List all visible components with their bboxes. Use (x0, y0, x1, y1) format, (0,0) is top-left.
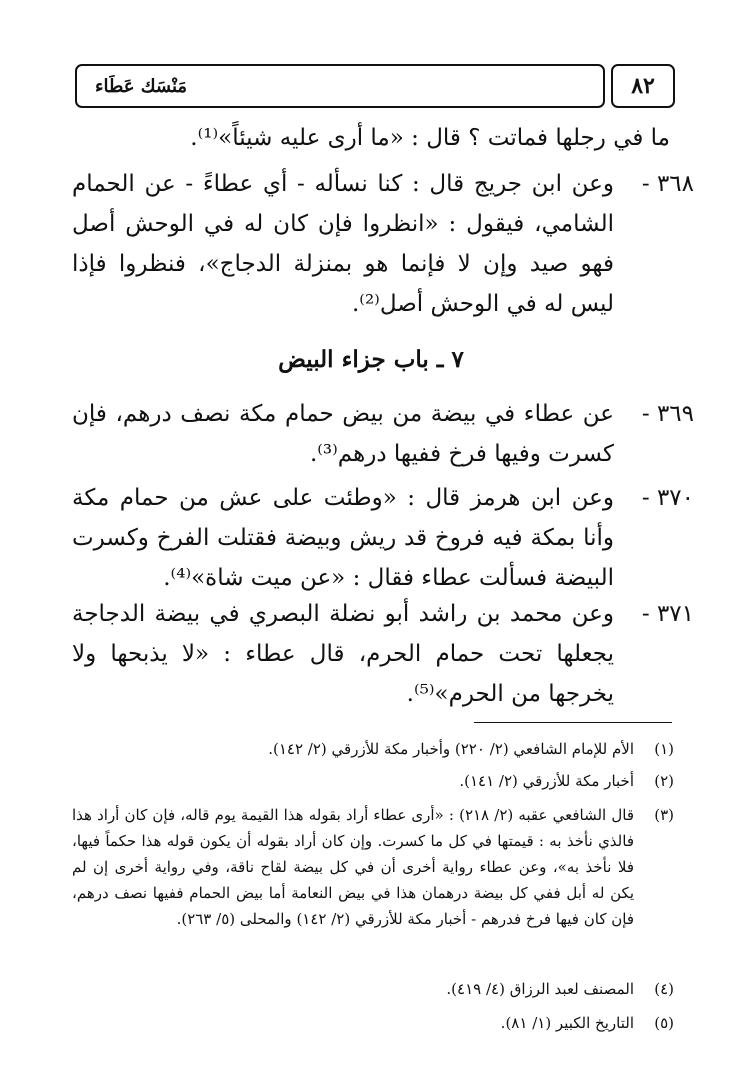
footnote-text: قال الشافعي عقبه (٢/ ٢١٨) : «أرى عطاء أراد بقوله هذا القيمة يوم قاله، فإن كان أراد هذا فالذي نأخذ به : قيمتها في كل ما كسرت. وإن كان أراد بقوله أن يكون قوله هذا حكماً فيها، فلا نأخذ به»، وعن عطاء رواية أخرى أن في كل بيضة لقاح ناقة، وفي رواية أخرى إن لم يكن له أبل ففي كل بيضة درهمان هذا في بيض النعامة أما بيض الحمام ففيها نصف درهم، فإن كان فيها فرخ فدرهم - أخبار مكة للأزرقي (٢/ ١٤٢) والمحلى (٥/ ٢٦٣). (72, 806, 634, 928)
page-number: ٨٢ (631, 73, 655, 99)
paragraph-370 (72, 478, 694, 598)
footnote-number: (٣) (654, 806, 674, 824)
page-header (75, 62, 675, 110)
paragraph-number: ٣٦٩ - (641, 401, 694, 427)
paragraph-number: ٣٦٨ - (641, 171, 694, 197)
paragraph-text: وعن ابن هرمز قال : «وطئت على عش من حمام مكة وأنا بمكة فيه فروخ قد ريش وبيضة فقتلت الفرخ وكسرت البيضة فسألت عطاء فقال : «عن ميت شاة»⁽⁴⁾. (72, 485, 614, 591)
paragraph-number: ٣٧١ - (641, 601, 694, 627)
footnote-2 (72, 768, 674, 794)
continuation-text: ما في رجلها فماتت ؟ قال : «ما أرى عليه شيئاً»⁽¹⁾. (190, 125, 670, 151)
footnote-number: (٢) (654, 772, 674, 790)
paragraph-text: وعن ابن جريج قال : كنا نسأله - أي عطاءً - عن الحمام الشامي، فيقول : «انظروا فإن كان له في الوحش أصل فهو صيد وإن لا فإنما هو بمنزلة الدجاج»، فنظروا فإذا ليس له في الوحش أصل⁽²⁾. (72, 171, 614, 317)
footnote-4 (72, 976, 674, 1002)
paragraph-text: عن عطاء في بيضة من بيض حمام مكة نصف درهم، فإن كسرت وفيها فرخ ففيها درهم⁽³⁾. (72, 401, 614, 467)
footnote-5 (72, 1010, 674, 1036)
paragraph-369 (72, 394, 694, 474)
footnote-text: أخبار مكة للأزرقي (٢/ ١٤١). (459, 772, 634, 790)
footnote-number: (٤) (654, 980, 674, 998)
footnote-number: (١) (654, 740, 674, 758)
paragraph-text: وعن محمد بن راشد أبو نضلة البصري في بيضة الدجاجة يجعلها تحت حمام الحرم، قال عطاء : «لا يذبحها ولا يخرجها من الحرم»⁽⁵⁾. (72, 601, 614, 707)
footnote-text: الأم للإمام الشافعي (٢/ ٢٢٠) وأخبار مكة للأزرقي (٢/ ١٤٢). (268, 740, 634, 758)
chapter-heading: ٧ ـ باب جزاء البيض (278, 346, 464, 373)
book-title: مَنْسَك عَطَاء (95, 75, 188, 97)
footnote-number: (٥) (654, 1014, 674, 1032)
paragraph-371 (72, 594, 694, 714)
paragraph-368 (72, 164, 694, 324)
footnote-separator (474, 722, 672, 723)
paragraph-number: ٣٧٠ - (641, 485, 694, 511)
footnote-3 (72, 802, 674, 932)
footnote-1 (72, 736, 674, 762)
page-number-box (611, 64, 675, 108)
running-title-box (75, 64, 605, 108)
footnote-text: التاريخ الكبير (١/ ٨١). (500, 1014, 634, 1032)
footnote-text: المصنف لعبد الرزاق (٤/ ٤١٩). (446, 980, 634, 998)
